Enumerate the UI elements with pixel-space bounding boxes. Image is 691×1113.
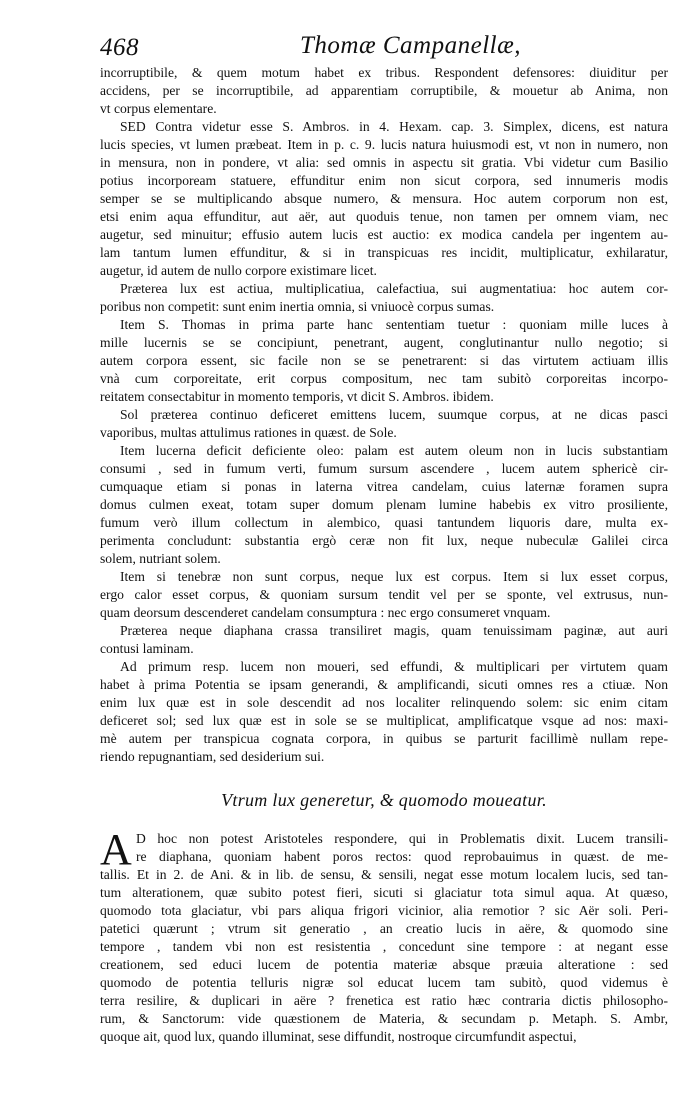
text-line: fumum verò illum collectum in alembico, quasi tantundem liquoris dare, multa ex- <box>100 515 668 530</box>
text-line: vt corpus elementare. <box>100 101 217 116</box>
text-line: habet à prima Potentia se ipsam generandi, & amplificandi, sicuti omnes res a ctiuæ. Non <box>100 677 668 692</box>
text-line: tum alterationem, quæ subito potest fieri, sicuti si glaciatur tota simul aqua. At quæso, <box>100 885 668 900</box>
text-line: Ad primum resp. lucem non moueri, sed effundi, & multiplicari per virtutem quam <box>120 659 668 674</box>
text-line: augetur, id autem de nullo corpore existimare licet. <box>100 263 377 278</box>
text-line: domus culmen exeat, totam super domum plenam lumine habebis ex vitro prosiliente, <box>100 497 668 512</box>
paragraph <box>100 280 668 316</box>
text-line: consumi , sed in fumum verti, fumum sursum ascendere , lucem autem sphericè cir- <box>100 461 668 476</box>
paragraph <box>100 442 668 568</box>
text-line: ergo calor esset corpus, & quoniam sursum tendit vel per se sponte, vel extrusus, nun- <box>100 587 668 602</box>
text-line: quomodo tota glaciatur, vbi pars aliqua frigori vicinior, alia remotior ? sic Aër soli. Peri- <box>100 903 668 918</box>
text-line: lam tantum lumen effunditur, & si in transpicuas res incidit, multiplicatur, exhilaratur, <box>100 245 668 260</box>
drop-cap-initial: A <box>100 825 132 874</box>
text-line: Item si tenebræ non sunt corpus, neque lux est corpus. Item si lux esset corpus, <box>120 569 668 584</box>
body-text-top <box>100 64 668 766</box>
text-line: contusi laminam. <box>100 641 194 656</box>
text-line: D hoc non potest Aristoteles respondere, qui in Problematis dixit. Lucem transili- <box>136 831 668 846</box>
text-line: lucis species, vt lumen præbeat. Item in p. c. 9. lucis natura huiusmodi est, vt non in numero, non <box>100 137 668 152</box>
text-line: terra resilire, & duplicari in aëre ? frenetica est ratio hæc contraria dictis philosopho- <box>100 993 668 1008</box>
paragraph <box>100 825 668 1046</box>
paragraph <box>100 316 668 406</box>
text-line: quomodo de potentia telluris nigræ sol educat lucem tam subitò, quod videmus è <box>100 975 668 990</box>
text-line: enim lux quæ est in sole descendit ad nos localiter relinquendo solem: sic enim citam <box>100 695 668 710</box>
text-line: creationem, sed educi lucem de potentia materiæ absque præuia alteratione : sed <box>100 957 668 972</box>
paragraph <box>100 568 668 622</box>
text-line: patetici quærunt ; vtrum sit generatio , an creatio lucis in aëre, & quomodo sine <box>100 921 668 936</box>
paragraph <box>100 64 668 118</box>
page-number: 468 <box>100 34 139 61</box>
text-line: accidens, per se incorruptibile, ad apparentiam corruptibile, & mouetur ab Anima, non <box>100 83 668 98</box>
text-line: incorruptibile, & quem motum habet ex tribus. Respondent defensores: diuiditur per <box>100 65 668 80</box>
text-line: Item lucerna deficit deficiente oleo: palam est autem oleum non in lucis substantiam <box>120 443 668 458</box>
running-title: Thomæ Campanellæ, <box>300 32 522 59</box>
text-line: cumquaque etiam si ponas in laterna vitrea candelam, cuius laternæ foramen supra <box>100 479 668 494</box>
text-line: rum, & Sanctorum: vide quæstionem de Materia, & secundam p. Metaph. S. Ambr, <box>100 1011 668 1026</box>
paragraph <box>100 406 668 442</box>
text-line: autem corpora essent, sic facile non se se penetrarent: si das virtutem actiuam illis <box>100 353 668 368</box>
text-line: mille lucernis se se concipiunt, penetrant, augent, conglutinantur nullo negotio; si <box>100 335 668 350</box>
text-line: tallis. Et in 2. de Ani. & in lib. de sensu, & sensili, negat esse motum localem lucis, sed tan- <box>100 867 668 882</box>
text-line: re diaphana, quoniam habent poros rectos: quod reprobauimus in quæst. de me- <box>136 849 668 864</box>
text-line: Sol præterea continuo deficeret emittens lucem, suumque corpus, at ne dicas pasci <box>120 407 668 422</box>
text-line: perimenta concludunt: substantia ergò ceræ non fit lux, neque nubeculæ Galilei circa <box>100 533 668 548</box>
text-line: Præterea lux est actiua, multiplicatiua, calefactiua, sui augmentatiua: hoc autem cor- <box>120 281 668 296</box>
text-line: in mensura, non in pondere, vt alia: sed omnis in aspectu sit gratia. Vbi videtur cum Basilio <box>100 155 668 170</box>
text-line: riendo repugnantiam, sed desiderium sui. <box>100 749 325 764</box>
text-line: vaporibus, multas attulimus rationes in quæst. de Sole. <box>100 425 397 440</box>
text-line: mè autem per transpicua cognata corpora, in quibus se parturit facillimè nullam repe- <box>100 731 668 746</box>
text-line: reitatem consectabitur in momento temporis, vt dicit S. Ambros. ibidem. <box>100 389 494 404</box>
text-line: potius incorpoream statuere, effunditur enim non sicut corpora, sed innumeris modis <box>100 173 668 188</box>
text-line: quoque ait, quod lux, quando illuminat, sese diffundit, nostroque circumfundit aspectui, <box>100 1029 577 1044</box>
text-line: solem, nutriant solem. <box>100 551 221 566</box>
text-line: etsi enim aqua effunditur, aut aër, aut quoduis tenue, non tamen per omnem viam, nec <box>100 209 668 224</box>
text-line: vnà cum corporeitate, erit corpus compositum, nec tam subitò corporeitas incorpo- <box>100 371 668 386</box>
paragraph <box>100 658 668 766</box>
text-line: poribus non competit: sunt enim inertia omnia, si vniuocè corpus sumas. <box>100 299 495 314</box>
paragraph <box>100 622 668 658</box>
text-line: semper se se multiplicando absque numero, & mensura. Hoc autem corporum non est, <box>100 191 668 206</box>
paragraph <box>100 118 668 280</box>
text-line: deficeret sol; sed lux quæ est in sole se se multiplicat, amplificatque vsque ad nos: maxi- <box>100 713 668 728</box>
page-header <box>100 30 660 66</box>
text-line: SED Contra videtur esse S. Ambros. in 4. Hexam. cap. 3. Simplex, dicens, est natura <box>120 119 668 134</box>
section-heading: Vtrum lux generetur, & quomodo moueatur. <box>221 790 547 810</box>
text-line: quam deorsum descenderet candelam consumptura : nec ergo consumeret vnquam. <box>100 605 551 620</box>
text-line: tempore , tandem vbi non est resistentia , concedunt sine tempore : at negant esse <box>100 939 668 954</box>
text-line: Item S. Thomas in prima parte hanc sententiam tuetur : quoniam mille luces à <box>120 317 668 332</box>
text-line: augetur, sed minuitur; effusio autem lucis est auctio: ex modica candela per ingentem au- <box>100 227 668 242</box>
body-text-bottom <box>100 825 668 1046</box>
text-line: Præterea neque diaphana crassa transiliret magis, quam tenuissimam paginæ, aut auri <box>120 623 668 638</box>
